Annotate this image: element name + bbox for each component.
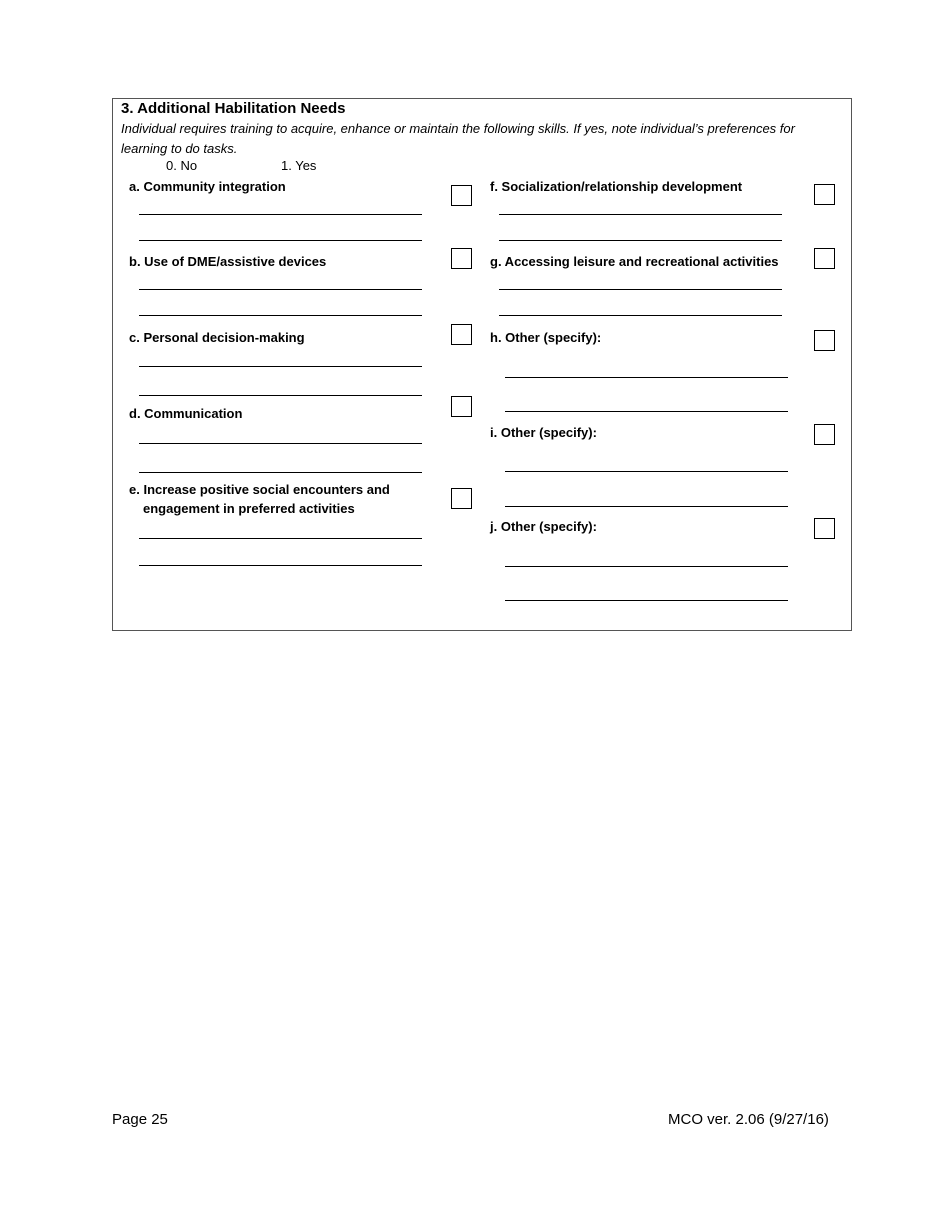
item-b-checkbox[interactable] [451,248,472,269]
version-label: MCO ver. 2.06 (9/27/16) [668,1111,829,1128]
item-i-line-1[interactable] [505,471,788,472]
scale-no-label: 0. No [166,158,198,173]
item-b-label: b. Use of DME/assistive devices [129,254,327,269]
item-h-line-2[interactable] [505,411,788,412]
item-j-line-1[interactable] [505,566,788,567]
item-d-line-2[interactable] [139,472,422,473]
item-i-checkbox[interactable] [814,424,835,445]
item-g-label: g. Accessing leisure and recreational activities [490,254,779,269]
item-a-checkbox[interactable] [451,185,472,206]
item-a-line-1[interactable] [139,214,422,215]
scale-yes-label: 1. Yes [281,158,317,173]
item-f-line-1[interactable] [499,214,782,215]
item-d-checkbox[interactable] [451,396,472,417]
item-i-line-2[interactable] [505,506,788,507]
item-h-checkbox[interactable] [814,330,835,351]
item-e-line-1[interactable] [139,538,422,539]
item-i-label: i. Other (specify): [490,425,597,440]
item-h-label: h. Other (specify): [490,330,602,345]
item-c-label: c. Personal decision-making [129,330,305,345]
item-c-line-2[interactable] [139,395,422,396]
section-instructions: Individual requires training to acquire, enhance or maintain the following skills. If yes, note individual’s preferences for learning to do tasks. [121,121,795,156]
item-g-checkbox[interactable] [814,248,835,269]
item-a-label: a. Community integration [129,179,286,194]
item-d-label: d. Communication [129,406,243,421]
item-f-label: f. Socialization/relationship development [490,179,743,194]
item-b-line-1[interactable] [139,289,422,290]
item-j-label: j. Other (specify): [490,519,597,534]
item-a-line-2[interactable] [139,240,422,241]
item-f-checkbox[interactable] [814,184,835,205]
item-e-line-2[interactable] [139,565,422,566]
item-e-checkbox[interactable] [451,488,472,509]
item-g-line-1[interactable] [499,289,782,290]
item-b-line-2[interactable] [139,315,422,316]
item-c-line-1[interactable] [139,366,422,367]
item-h-line-1[interactable] [505,377,788,378]
item-e-label-line2: engagement in preferred activities [143,501,355,516]
item-g-line-2[interactable] [499,315,782,316]
page-number: Page 25 [112,1111,168,1128]
item-f-line-2[interactable] [499,240,782,241]
item-c-checkbox[interactable] [451,324,472,345]
item-j-line-2[interactable] [505,600,788,601]
item-j-checkbox[interactable] [814,518,835,539]
item-e-label-line1: e. Increase positive social encounters and [129,482,390,497]
item-d-line-1[interactable] [139,443,422,444]
section-title: 3. Additional Habilitation Needs [121,100,346,117]
